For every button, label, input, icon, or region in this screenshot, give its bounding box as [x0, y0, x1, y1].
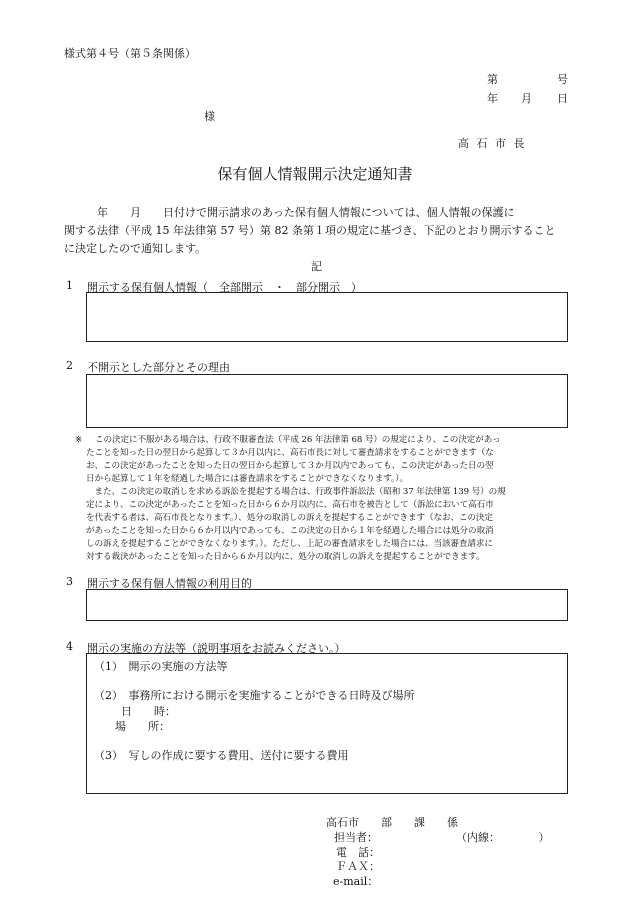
- section-1-number: 1: [66, 279, 73, 292]
- page-title: 保有個人情報開示決定通知書: [217, 165, 413, 183]
- note-line-7: を代表する者は、高石市長となります。）、処分の取消しの訴えを提起することができます（なお、この決定: [86, 513, 493, 523]
- contact-dept: 高石市 部 課 係: [326, 816, 458, 829]
- intro-line-2: 関する法律（平成 15 年法律第 57 号）第 82 条第１項の規定に基づき、下記のとおり開示すること: [64, 224, 556, 237]
- addressee-sama: 様: [204, 110, 215, 123]
- intro-line-3: に決定したので通知します。: [64, 242, 207, 255]
- intro-line-1: 年 月 日付けで開示請求のあった保有個人情報については、個人情報の保護に: [64, 206, 515, 219]
- contact-fax: ＦＡＸ：: [336, 860, 380, 873]
- note-line-5: また、この決定の取消しを求める訴訟を提起する場合は、行政事件訴訟法（昭和 37 年法律第 139 号）の規: [86, 487, 506, 497]
- section-1-box[interactable]: [86, 292, 568, 342]
- ki-label: 記: [311, 260, 322, 273]
- section-3-number: 3: [66, 575, 73, 588]
- contact-extension: （内線： ）: [456, 831, 550, 844]
- contact-phone: 電 話：: [336, 846, 380, 859]
- note-mark: ※: [75, 435, 83, 445]
- issuer-name: 高 石 市 長: [458, 137, 527, 150]
- number-dai: 第: [487, 73, 498, 86]
- section-1-label: 開示する保有個人情報（ 全部開示 ・ 部分開示 ）: [87, 281, 362, 294]
- section-4-item-3: （3） 写しの作成に要する費用、送付に要する費用: [94, 749, 349, 762]
- date-day: 日: [557, 92, 568, 105]
- note-line-10: 対する裁決があったことを知った日から６か月以内に、処分の取消しの訴えを提起することができます。: [86, 552, 485, 562]
- section-4-label: 開示の実施の方法等（説明事項をお読みください。）: [87, 642, 346, 655]
- note-line-3: お、この決定があったことを知った日の翌日から起算して３か月以内であっても、この決定があった日の翌: [86, 461, 494, 471]
- section-2-number: 2: [66, 359, 73, 372]
- section-4-number: 4: [66, 640, 73, 653]
- note-line-1: この決定に不服がある場合は、行政不服審査法（平成 26 年法律第 68 号）の規定により、この決定があっ: [95, 435, 501, 445]
- date-year: 年: [487, 92, 498, 105]
- section-4-place: 場 所：: [115, 720, 170, 733]
- section-3-box[interactable]: [86, 589, 568, 621]
- form-label: 様式第４号（第５条関係）: [64, 47, 196, 60]
- contact-person: 担当者：: [334, 831, 378, 844]
- section-2-box[interactable]: [86, 374, 568, 428]
- date-month: 月: [521, 92, 532, 105]
- section-4-item-2: （2） 事務所における開示を実施することができる日時及び場所: [94, 689, 415, 702]
- section-4-item-1: （1） 開示の実施の方法等: [94, 660, 228, 673]
- note-line-2: たことを知った日の翌日から起算して３か月以内に、高石市長に対して審査請求をすることができます（な: [86, 448, 494, 458]
- note-line-6: 定により、この決定があったことを知った日から６か月以内に、高石市を被告として（訴訟において高石市: [86, 500, 494, 510]
- note-line-9: しの訴えを提起することができなくなります。）。ただし、上記の審査請求をした場合には、当該審査請求に: [86, 539, 493, 549]
- section-2-label: 不開示とした部分とその理由: [87, 361, 230, 374]
- section-4-datetime: 日 時：: [121, 705, 176, 718]
- number-go: 号: [557, 73, 568, 86]
- note-line-8: があったことを知った日から６か月以内であっても、この決定の日から１年を経過した場合には処分の取消: [86, 526, 494, 536]
- note-line-4: 日から起算して１年を経過した場合には審査請求をすることができなくなります。）。: [86, 474, 408, 484]
- contact-email: e-mail：: [333, 875, 379, 888]
- section-3-label: 開示する保有個人情報の利用目的: [87, 577, 252, 590]
